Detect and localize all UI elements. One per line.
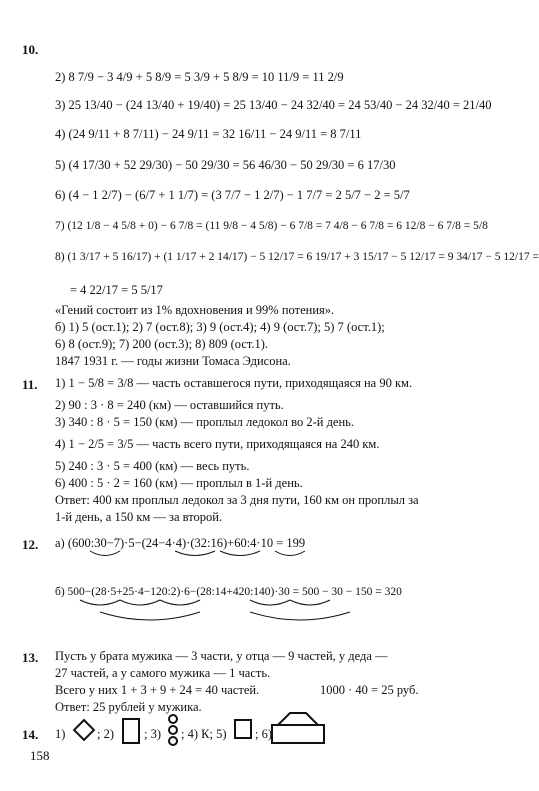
task-11-line-4: 4) 1 − 2/5 = 3/5 — часть всего пути, приходящаяся на 240 км. — [55, 437, 380, 451]
task-10-line-5: 5) (4 17/30 + 52 29/30) − 50 29/30 = 56 46/30 − 50 29/30 = 6 17/30 — [55, 158, 396, 172]
task-10-years: 1847 1931 г. — годы жизни Томаса Эдисона. — [55, 354, 291, 368]
task-10-line-7: 7) (12 1/8 − 4 5/8 + 0) − 6 7/8 = (11 9/8 − 4 5/8) − 6 7/8 = 7 4/8 − 6 7/8 = 6 12/8 − 6 7/8 = 5/8 — [55, 220, 488, 232]
task-13-line-2: 27 частей, а у самого мужика — 1 часть. — [55, 666, 271, 680]
task-14-number: 14. — [22, 727, 39, 742]
task-11-number: 11. — [22, 377, 38, 392]
task-14-item-2: ; 2) — [97, 727, 115, 741]
task-10-line-8: 8) (1 3/17 + 5 16/17) + (1 1/17 + 2 14/17) − 5 12/17 = 6 19/17 + 3 15/17 − 5 12/17 = 9 34/17 − 5 12/17 = — [55, 251, 539, 263]
task-14-item-6: ; 6) — [255, 727, 273, 741]
task-14-item-4-5: ; 4) К; 5) — [181, 727, 227, 741]
task-12-number: 12. — [22, 537, 39, 552]
task-13-number: 13. — [22, 650, 39, 665]
task-10-answer-2: 6) 8 (ост.9); 7) 200 (ост.3); 8) 809 (ост.1). — [55, 337, 269, 351]
task-10-number: 10. — [22, 42, 39, 57]
task-11-answer-1: Ответ: 400 км проплыл ледокол за 3 дня пути, 160 км он проплыл за — [55, 493, 419, 507]
task-11-line-1: 1) 1 − 5/8 = 3/8 — часть оставшегося пути, приходящаяся на 90 км. — [55, 376, 413, 390]
circle-shape-2 — [168, 725, 178, 735]
task-10-quote: «Гений состоит из 1% вдохновения и 99% потения». — [55, 303, 335, 317]
task-10-line-2: 2) 8 7/9 − 3 4/9 + 5 8/9 = 5 3/9 + 5 8/9 = 10 11/9 = 11 2/9 — [55, 70, 344, 84]
task-11-line-6: 6) 400 : 5 · 2 = 160 (км) — проплыл в 1-й день. — [55, 476, 303, 490]
task-10-line-3: 3) 25 13/40 − (24 13/40 + 19/40) = 25 13/40 − 24 32/40 = 24 53/40 − 24 32/40 = 21/40 — [55, 98, 492, 112]
circle-shape-3 — [168, 736, 178, 746]
circle-shape-1 — [168, 714, 178, 724]
task-14-item-3: ; 3) — [144, 727, 162, 741]
task-11-answer-2: 1-й день, а 150 км — за второй. — [55, 510, 223, 524]
task-13-line-1: Пусть у брата мужика — 3 части, у отца — 9 частей, у деда — — [55, 649, 388, 663]
page-number: 158 — [30, 748, 50, 763]
task-13-line-3: Всего у них 1 + 3 + 9 + 24 = 40 частей. — [55, 683, 260, 697]
tall-rectangle-shape — [122, 718, 140, 744]
task-10-line-6: 6) (4 − 1 2/7) − (6/7 + 1 1/7) = (3 7/7 − 1 2/7) − 1 7/7 = 2 5/7 − 2 = 5/7 — [55, 188, 410, 202]
task-13-line-3b: 1000 · 40 = 25 руб. — [320, 683, 419, 697]
task-10-line-4: 4) (24 9/11 + 8 7/11) − 24 9/11 = 32 16/11 − 24 9/11 = 8 7/11 — [55, 127, 362, 141]
task-10-line-9: = 4 22/17 = 5 5/17 — [70, 283, 163, 297]
task-12-a-expression: а) (600:30−7)·5−(24−4·4)·(32:16)+60:4·10 = 199 — [55, 536, 306, 550]
task-14-item-1: 1) — [55, 727, 66, 741]
task-10-answer-1: б) 1) 5 (ост.1); 2) 7 (ост.8); 3) 9 (ост.4); 4) 9 (ост.7); 5) 7 (ост.1); — [55, 320, 385, 334]
task-13-answer: Ответ: 25 рублей у мужика. — [55, 700, 202, 714]
task-11-line-2: 2) 90 : 3 · 8 = 240 (км) — оставшийся путь. — [55, 398, 284, 412]
task-12-b-expression: б) 500−(28·5+25·4−120:2)·6−(28:14+420:140)·30 = 500 − 30 − 150 = 320 — [55, 586, 402, 598]
task-11-line-5: 5) 240 : 3 · 5 = 400 (км) — весь путь. — [55, 459, 250, 473]
task-11-line-3: 3) 340 : 8 · 5 = 150 (км) — проплыл ледокол во 2-й день. — [55, 415, 354, 429]
small-rectangle-shape — [234, 719, 252, 739]
house-shape — [270, 711, 330, 745]
